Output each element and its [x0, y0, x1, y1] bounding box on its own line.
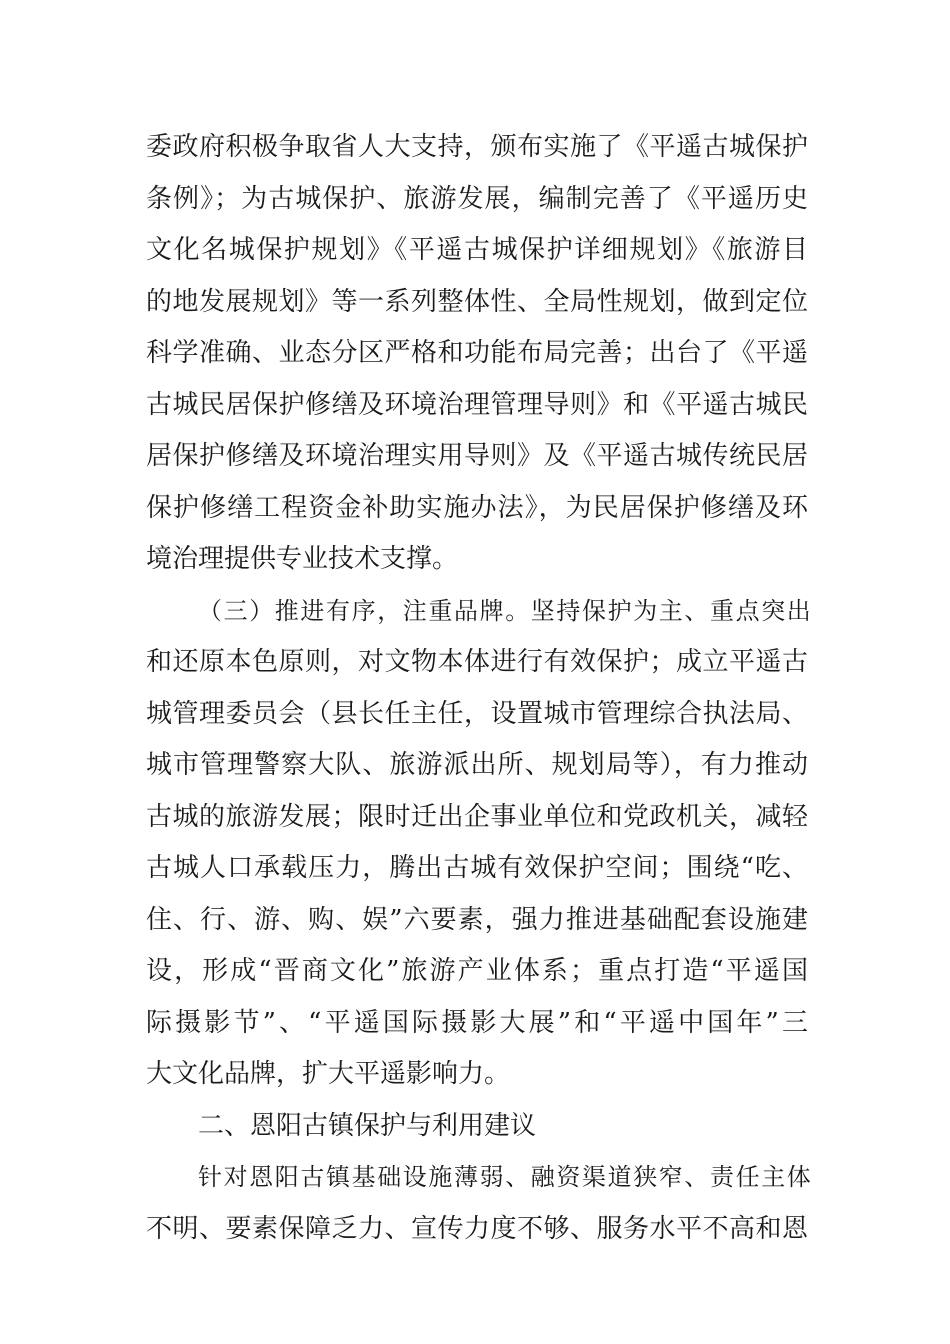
- text-line: 文化名城保护规划》《平遥古城保护详细规划》《旅游目: [146, 235, 808, 265]
- text-line: 际摄影节”、“平遥国际摄影大展”和“平遥中国年”三: [146, 1007, 808, 1038]
- paragraph-suggestions: [146, 1152, 808, 1255]
- text-line: 保护修缮工程资金补助实施办法》，为民居保护修缮及环: [146, 492, 808, 523]
- text-line: 条例》；为古城保护、旅游发展，编制完善了《平遥历史: [146, 183, 808, 214]
- text-line: 城管理委员会（县长任主任，设置城市管理综合执法局、: [146, 698, 808, 729]
- text-line: 古城民居保护修缮及环境治理管理导则》和《平遥古城民: [146, 389, 808, 420]
- text-line: 针对恩阳古镇基础设施薄弱、融资渠道狭窄、责任主体: [198, 1163, 808, 1191]
- text-line: 设，形成“晋商文化”旅游产业体系；重点打造“平遥国: [146, 956, 808, 986]
- section-heading: [146, 1101, 808, 1153]
- text-line: 古城人口承载压力，腾出古城有效保护空间；围绕“吃、: [146, 853, 808, 883]
- text-line: （三）推进有序，注重品牌。坚持保护为主、重点突出: [198, 596, 808, 625]
- text-line: 委政府积极争取省人大支持，颁布实施了《平遥古城保护: [146, 132, 808, 162]
- text-line: 不明、要素保障乏力、宣传力度不够、服务水平不高和恩: [146, 1213, 808, 1244]
- document-body: [146, 122, 808, 1255]
- text-line: 境治理提供专业技术支撑。: [146, 544, 459, 574]
- section-heading-text: 二、恩阳古镇保护与利用建议: [198, 1110, 537, 1141]
- text-line: 大文化品牌，扩大平遥影响力。: [146, 1059, 511, 1089]
- text-line: 住、行、游、购、娱”六要素，强力推进基础配套设施建: [146, 904, 808, 935]
- text-line: 古城的旅游发展；限时迁出企事业单位和党政机关，减轻: [146, 801, 808, 832]
- paragraph-brand: [146, 586, 808, 1101]
- text-line: 的地发展规划》等一系列整体性、全局性规划，做到定位: [146, 286, 808, 317]
- text-line: 科学准确、业态分区严格和功能布局完善；出台了《平遥: [146, 338, 808, 368]
- text-line: 居保护修缮及环境治理实用导则》及《平遥古城传统民居: [146, 441, 808, 471]
- text-line: 和还原本色原则，对文物本体进行有效保护；成立平遥古: [146, 647, 808, 677]
- text-line: 城市管理警察大队、旅游派出所、规划局等），有力推动: [146, 750, 808, 780]
- paragraph-regulations: [146, 122, 808, 586]
